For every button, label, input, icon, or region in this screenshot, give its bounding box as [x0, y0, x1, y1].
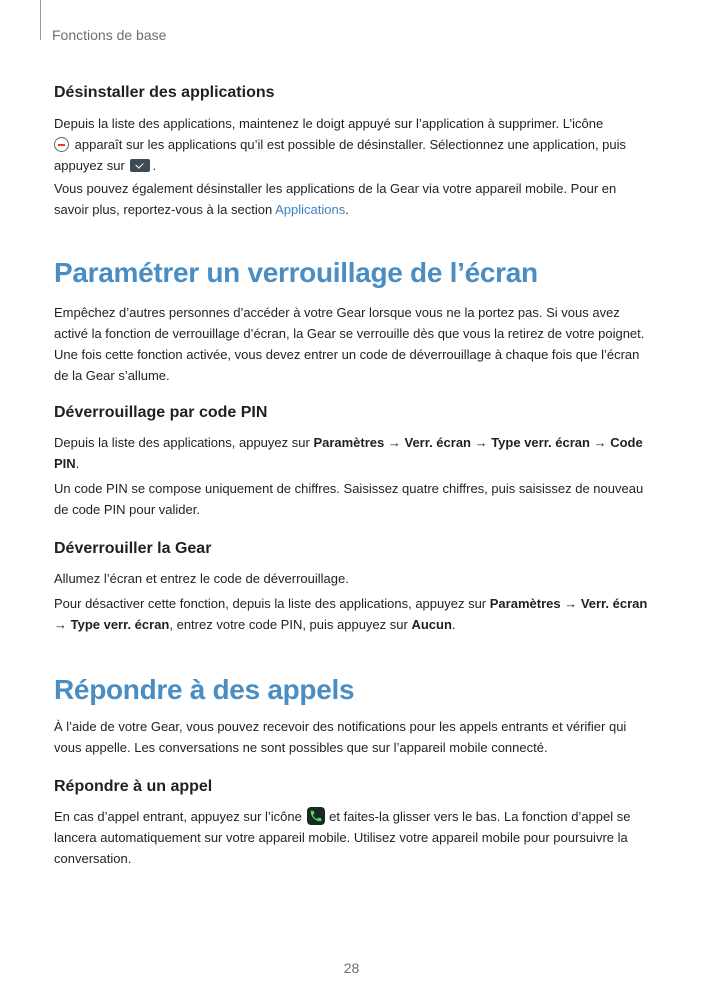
check-icon: [130, 159, 150, 172]
paragraph-unlock-1: Allumez l’écran et entrez le code de déverrouillage.: [54, 571, 349, 586]
heading-answer: Répondre à un appel: [54, 778, 213, 795]
paragraph-unlock-2: [54, 593, 654, 635]
text-segment: .: [152, 158, 157, 173]
text-segment: et faites-la glisser vers le bas. La fonction d’appel se lancera automatiquement sur votre appareil mobile. Utilisez votre appareil mobile pour poursuivre la conversation.: [54, 809, 631, 866]
heading-unlock: Déverrouiller la Gear: [54, 540, 212, 557]
text-segment: .: [75, 456, 80, 471]
text-segment: .: [451, 617, 456, 632]
remove-icon: [54, 137, 69, 152]
heading-pin: Déverrouillage par code PIN: [54, 404, 268, 421]
text-segment: , entrez votre code PIN, puis appuyez sur: [169, 617, 408, 632]
paragraph-calls-intro: À l’aide de votre Gear, vous pouvez recevoir des notifications pour les appels entrants et vérifier qui vous appelle. Les conversations ne sont possibles que sur l’appareil mobile connecté.: [54, 719, 627, 755]
page-margin-rule: [40, 0, 41, 40]
paragraph-pin-1: [54, 432, 654, 474]
paragraph-uninstall-1: [54, 113, 654, 176]
section-title-lock: Paramétrer un verrouillage de l’écran: [54, 257, 538, 288]
option-name: Aucun: [411, 617, 452, 632]
heading-uninstall: Désinstaller des applications: [54, 84, 275, 101]
text-segment: appuyez sur: [54, 158, 125, 173]
text-segment: .: [345, 202, 349, 217]
text-segment: Vous pouvez également désinstaller les applications de la Gear via votre appareil mobile. Pour en: [54, 181, 617, 196]
text-segment: En cas d’appel entrant, appuyez sur l’icône: [54, 809, 302, 824]
menu-path: Paramètres → Verr. écran → Type verr. écran → Code PIN: [54, 435, 643, 471]
section-title-calls: Répondre à des appels: [54, 674, 355, 705]
text-segment: Depuis la liste des applications, appuyez sur: [54, 435, 310, 450]
page-number: 28: [343, 960, 360, 976]
phone-icon: [307, 807, 325, 825]
paragraph-lock-intro: Empêchez d’autres personnes d’accéder à votre Gear lorsque vous ne la portez pas. Si vous avez activé la fonction de verrouillage d’écran, la Gear se verrouille dès que vous la retirez de votre poignet. Une fois cette fonction activée, vous devez entrer un code de déverrouillage à chaque fois que l’écran de la Gear s’allume.: [54, 305, 645, 383]
text-segment: apparaît sur les applications qu’il est possible de désinstaller. Sélectionnez une application, puis: [74, 137, 627, 152]
menu-path: Paramètres → Verr. écran → Type verr. écran: [54, 596, 648, 632]
paragraph-pin-2: Un code PIN se compose uniquement de chiffres. Saisissez quatre chiffres, puis saisissez de nouveau de code PIN pour valider.: [54, 481, 644, 517]
paragraph-answer: [54, 806, 654, 869]
text-segment: Depuis la liste des applications, maintenez le doigt appuyé sur l’application à supprimer. L’icône: [54, 116, 604, 131]
running-header: Fonctions de base: [52, 27, 167, 43]
applications-link[interactable]: Applications: [275, 202, 346, 217]
text-segment: Pour désactiver cette fonction, depuis la liste des applications, appuyez sur: [54, 596, 487, 611]
text-segment: savoir plus, reportez-vous à la section: [54, 202, 273, 217]
paragraph-uninstall-2: [54, 178, 654, 220]
